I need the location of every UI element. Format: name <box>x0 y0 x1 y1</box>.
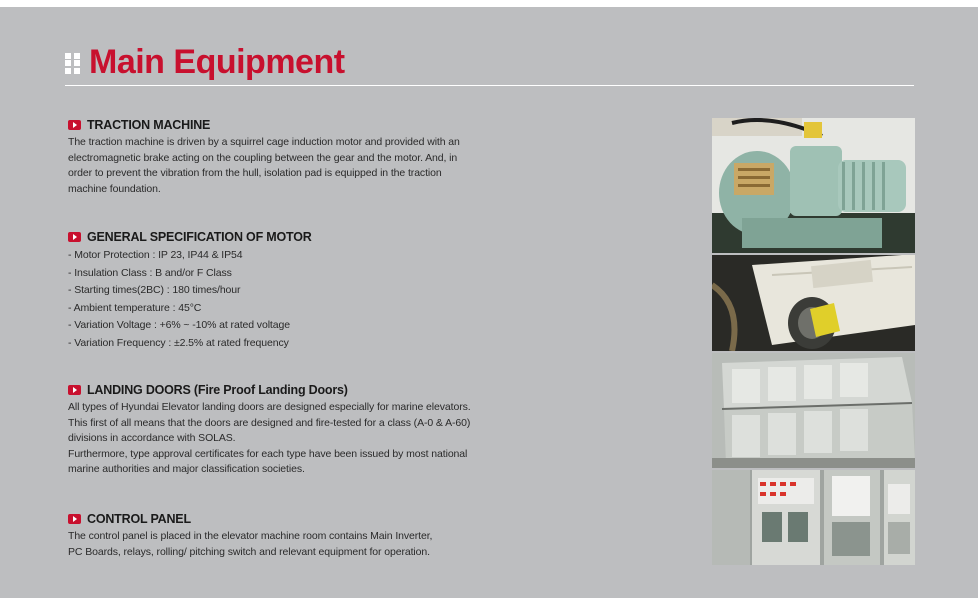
section-motor-spec <box>68 229 548 352</box>
section-title: LANDING DOORS (Fire Proof Landing Doors) <box>87 383 348 397</box>
arrow-bullet-icon <box>68 385 81 395</box>
body-line: The control panel is placed in the elevator machine room contains Main Inverter, <box>68 530 433 542</box>
list-item: - Insulation Class : B and/or F Class <box>68 266 232 279</box>
top-border <box>0 0 978 7</box>
body-line: PC Boards, relays, rolling/ pitching switch and relevant equipment for operation. <box>68 545 430 558</box>
section-body <box>68 529 548 560</box>
control-panel-photo <box>712 470 915 565</box>
page-title: Main Equipment <box>89 43 345 81</box>
body-line: electromagnetic brake acting on the coupling between the gear and the motor. And, in <box>68 151 458 164</box>
title-divider <box>65 85 914 86</box>
bottom-border <box>0 598 978 608</box>
section-title: GENERAL SPECIFICATION OF MOTOR <box>87 230 312 244</box>
list-item: - Variation Voltage : +6% ~ -10% at rated voltage <box>68 319 290 331</box>
section-control-panel <box>68 511 548 560</box>
body-line: This first of all means that the doors are designed and fire-tested for a class (A-0 & A-60) <box>68 416 471 429</box>
section-heading <box>68 117 548 133</box>
list-item: - Motor Protection : IP 23, IP44 & IP54 <box>68 249 243 261</box>
arrow-bullet-icon <box>68 514 81 524</box>
section-title: CONTROL PANEL <box>87 512 191 526</box>
section-body <box>68 135 548 197</box>
spec-list <box>68 247 548 352</box>
section-body <box>68 400 568 478</box>
section-traction-machine <box>68 117 548 197</box>
body-line: All types of Hyundai Elevator landing doors are designed especially for marine elevators. <box>68 401 471 413</box>
section-heading <box>68 511 548 527</box>
arrow-bullet-icon <box>68 120 81 130</box>
body-line: machine foundation. <box>68 182 161 195</box>
arrow-bullet-icon <box>68 232 81 242</box>
section-heading <box>68 229 548 245</box>
body-line: order to prevent the vibration from the hull, isolation pad is equipped in the traction <box>68 167 442 179</box>
list-item: - Ambient temperature : 45°C <box>68 301 202 314</box>
body-line: Furthermore, type approval certificates for each type have been issued by most national <box>68 447 468 460</box>
motor-photo <box>712 255 915 351</box>
list-item: - Variation Frequency : ±2.5% at rated frequency <box>68 336 289 349</box>
grid-icon <box>65 53 80 74</box>
page-header <box>65 42 345 82</box>
body-line: marine authorities and major classification societies. <box>68 463 305 475</box>
list-item: - Starting times(2BC) : 180 times/hour <box>68 284 241 296</box>
body-line: divisions in accordance with SOLAS. <box>68 432 236 444</box>
section-landing-doors <box>68 382 568 478</box>
section-heading <box>68 382 568 398</box>
body-line: The traction machine is driven by a squirrel cage induction motor and provided with an <box>68 136 460 148</box>
traction-machine-photo <box>712 118 915 253</box>
section-title: TRACTION MACHINE <box>87 118 211 132</box>
landing-doors-photo <box>712 353 915 468</box>
